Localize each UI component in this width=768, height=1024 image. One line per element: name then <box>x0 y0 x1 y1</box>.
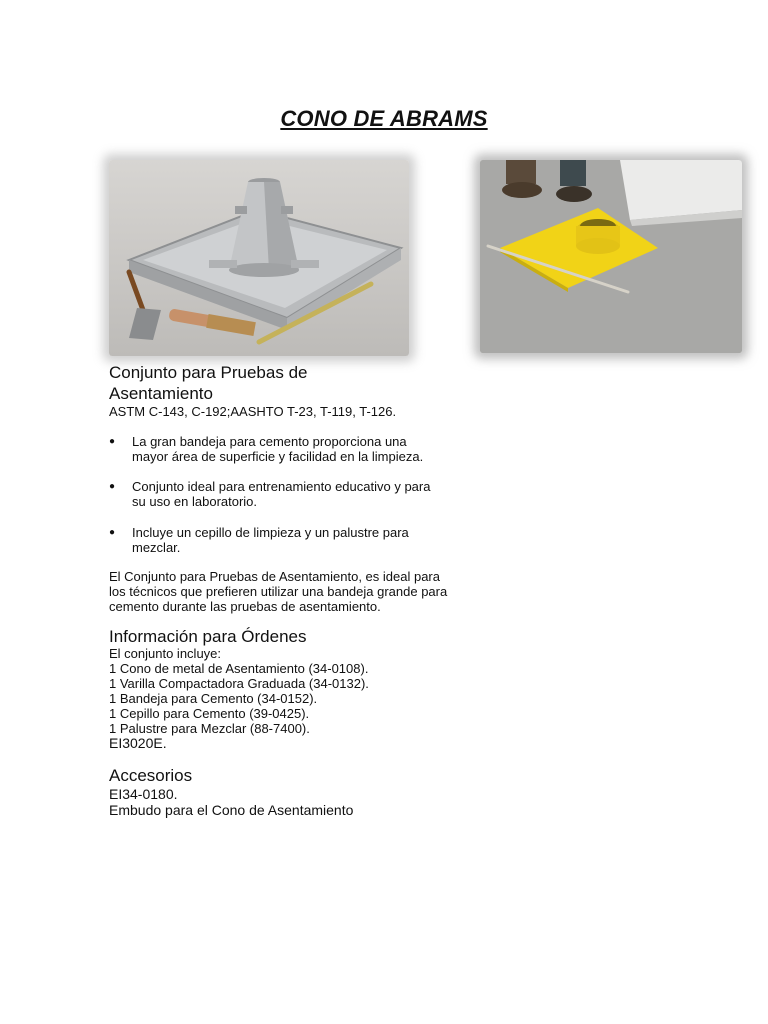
slump-cone-on-floor-photo <box>480 160 742 353</box>
orders-code: EI3020E. <box>109 735 167 751</box>
orders-line: 1 Varilla Compactadora Graduada (34-0132). <box>109 676 369 691</box>
bullet-text-line2: mezclar. <box>132 540 181 555</box>
accessories-heading: Accesorios <box>109 766 193 785</box>
orders-line: 1 Cepillo para Cemento (39-0425). <box>109 706 310 721</box>
slump-test-set-photo <box>109 160 409 356</box>
orders-line: 1 Cono de metal de Asentamiento (34-0108). <box>109 661 369 676</box>
bullet-text-line1: Incluye un cepillo de limpieza y un palustre para <box>132 525 409 540</box>
product-heading-line1: Conjunto para Pruebas de <box>109 363 308 382</box>
orders-line: El conjunto incluye: <box>109 646 222 661</box>
page-title: CONO DE ABRAMS <box>280 106 488 131</box>
accessories-code: EI34-0180. <box>109 786 178 802</box>
slump-cone-floor-illustration <box>480 160 742 353</box>
standards-text: ASTM C-143, C-192;AASHTO T-23, T-119, T-126. <box>109 404 397 419</box>
bullet-icon: ● <box>109 436 116 447</box>
description-line: los técnicos que prefieren utilizar una bandeja grande para <box>109 584 448 599</box>
bullet-text-line2: mayor área de superficie y facilidad en la limpieza. <box>132 449 424 464</box>
accessories-description: Embudo para el Cono de Asentamiento <box>109 802 354 818</box>
slump-test-set-illustration <box>109 160 409 356</box>
bullet-text-line1: Conjunto ideal para entrenamiento educativo y para <box>132 479 431 494</box>
orders-line: 1 Palustre para Mezclar (88-7400). <box>109 721 310 736</box>
bullet-text-line2: su uso en laboratorio. <box>132 494 258 509</box>
orders-line: 1 Bandeja para Cemento (34-0152). <box>109 691 318 706</box>
product-heading-line2: Asentamiento <box>109 384 213 403</box>
bullet-icon: ● <box>109 527 116 538</box>
orders-heading: Información para Órdenes <box>109 627 307 646</box>
bullet-icon: ● <box>109 481 116 492</box>
description-line: cemento durante las pruebas de asentamiento. <box>109 599 381 614</box>
description-line: El Conjunto para Pruebas de Asentamiento, es ideal para <box>109 569 440 584</box>
bullet-text-line1: La gran bandeja para cemento proporciona una <box>132 434 407 449</box>
